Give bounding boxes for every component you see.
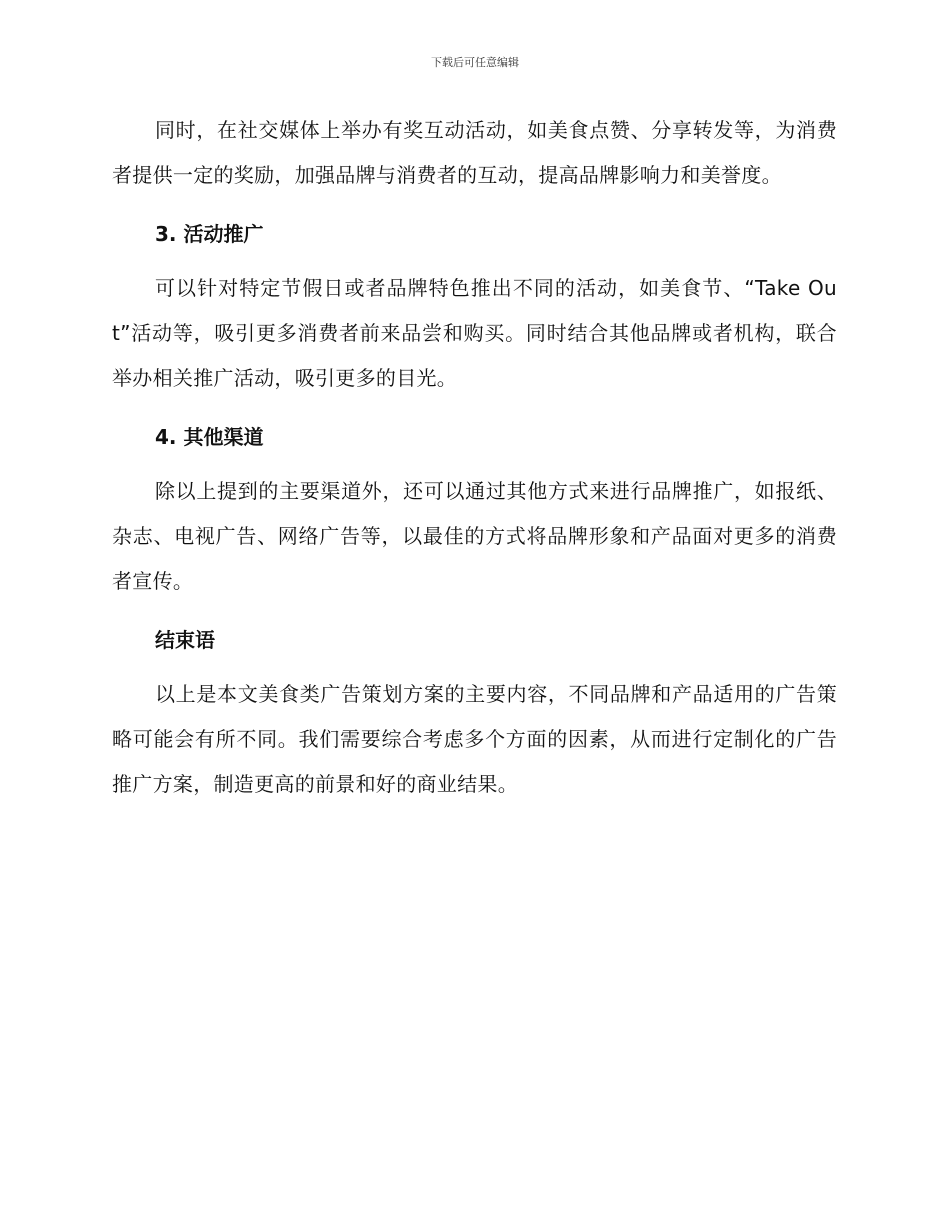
section-heading-other-channels: 4. 其他渠道 bbox=[155, 425, 264, 449]
section-heading-activity-promotion: 3. 活动推广 bbox=[155, 222, 264, 246]
paragraph-conclusion: 以上是本文美食类广告策划方案的主要内容，不同品牌和产品适用的广告策略可能会有所不同。我们需要综合考虑多个方面的因素，从而进行定制化的广告推广方案，制造更高的前景和好的商业结果。 bbox=[112, 682, 837, 796]
paragraph-other-channels: 除以上提到的主要渠道外，还可以通过其他方式来进行品牌推广，如报纸、杂志、电视广告、网络广告等，以最佳的方式将品牌形象和产品面对更多的消费者宣传。 bbox=[112, 479, 837, 593]
document-body bbox=[112, 108, 837, 825]
header-note: 下载后可任意编辑 bbox=[431, 56, 519, 69]
section-heading-conclusion: 结束语 bbox=[155, 628, 215, 652]
paragraph-social-media-interaction: 同时，在社交媒体上举办有奖互动活动，如美食点赞、分享转发等，为消费者提供一定的奖励，加强品牌与消费者的互动，提高品牌影响力和美誉度。 bbox=[112, 118, 837, 187]
paragraph-activity-promotion: 可以针对特定节假日或者品牌特色推出不同的活动，如美食节、“Take Out”活动等，吸引更多消费者前来品尝和购买。同时结合其他品牌或者机构，联合举办相关推广活动，吸引更多的目光。 bbox=[112, 276, 837, 390]
